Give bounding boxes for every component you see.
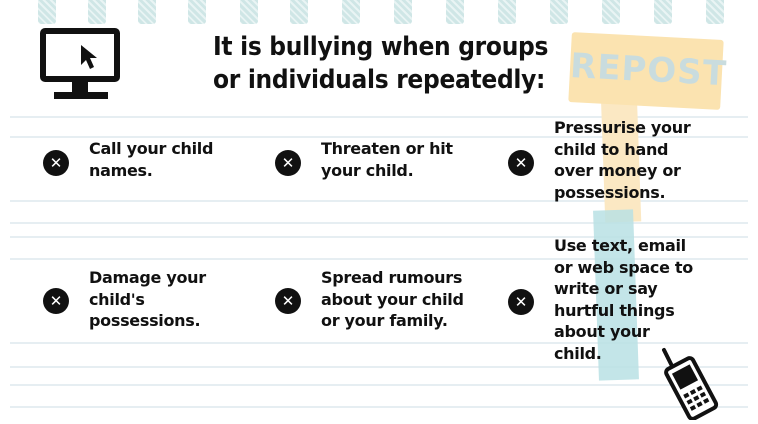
x-icon: ✕ [508, 289, 534, 315]
list-item-text: Pressurise your child to hand over money or possessions. [554, 118, 691, 202]
repost-sign-text: REPOST [569, 46, 728, 95]
x-icon: ✕ [43, 288, 69, 314]
title-line-1: It is bullying when groups [213, 32, 549, 62]
x-icon: ✕ [508, 150, 534, 176]
repost-sign [568, 32, 728, 110]
list-item-text: Use text, email or web space to write or say hurtful things about your child. [554, 236, 693, 363]
list-item-text: Threaten or hit your child. [321, 139, 453, 180]
x-icon: ✕ [43, 150, 69, 176]
list-item-text: Call your child names. [89, 139, 214, 180]
list-item-text: Damage your child's possessions. [89, 268, 206, 330]
page-title [213, 31, 573, 97]
x-icon: ✕ [275, 150, 301, 176]
notepad-binding [0, 0, 758, 26]
x-icon: ✕ [275, 288, 301, 314]
list-item-text: Spread rumours about your child or your family. [321, 268, 464, 330]
title-line-2: or individuals repeatedly: [213, 65, 546, 95]
computer-monitor-cursor-icon [40, 28, 124, 108]
